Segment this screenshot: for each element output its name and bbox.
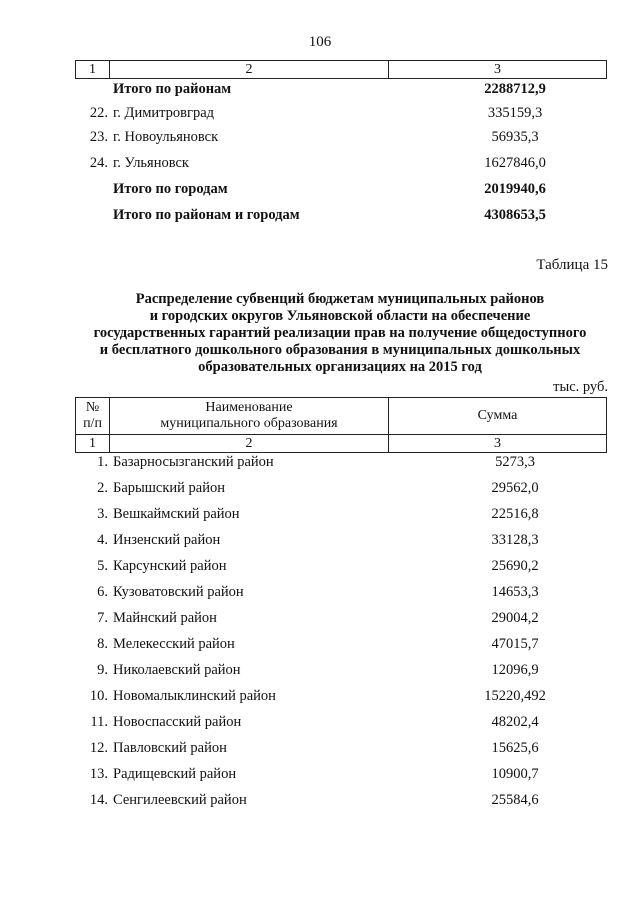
header-name-line1: Наименование	[205, 400, 293, 415]
row-value: 25584,6	[491, 792, 539, 808]
row-name: Кузоватовский район	[113, 584, 244, 600]
row-num: 13.	[89, 766, 108, 782]
row-value: 14653,3	[491, 584, 539, 600]
table-row	[75, 607, 605, 629]
row-num: 3.	[97, 506, 108, 522]
header-number	[76, 398, 110, 434]
row-num: 11.	[90, 714, 108, 730]
top-table-row	[75, 178, 605, 200]
title-line: и бесплатного дошкольного образования в муниципальных дошкольных	[99, 342, 581, 358]
row-value: 47015,7	[491, 636, 539, 652]
header-index-2: 2	[110, 435, 389, 452]
row-name: Карсунский район	[113, 558, 227, 574]
row-value: 5273,3	[495, 454, 535, 470]
table-row	[75, 737, 605, 759]
title-line: государственных гарантий реализации прав на получение общедоступного	[93, 325, 587, 341]
row-name: Майнский район	[113, 610, 217, 626]
table-row	[75, 763, 605, 785]
top-row-value: 56935,3	[491, 129, 539, 145]
top-header-col-1: 1	[76, 61, 110, 78]
row-value: 29562,0	[491, 480, 539, 496]
row-name: Инзенский район	[113, 532, 221, 548]
top-row-value: 4308653,5	[484, 207, 546, 223]
header-name-line2: муниципального образования	[160, 416, 338, 431]
row-value: 15625,6	[491, 740, 539, 756]
top-row-num: 22.	[89, 105, 108, 121]
row-num: 5.	[97, 558, 108, 574]
top-table-row	[75, 126, 605, 148]
row-num: 9.	[97, 662, 108, 678]
row-num: 8.	[97, 636, 108, 652]
top-table-header	[75, 60, 607, 79]
header-sum-label: Сумма	[477, 408, 518, 423]
row-name: Вешкаймский район	[113, 506, 240, 522]
header-index-1: 1	[76, 435, 110, 452]
table-row	[75, 477, 605, 499]
row-value: 33128,3	[491, 532, 539, 548]
top-row-name: Итого по районам	[113, 81, 232, 97]
header-index-3: 3	[494, 436, 501, 451]
header-name	[110, 398, 389, 434]
page-number: 106	[308, 34, 332, 50]
top-row-value: 2019940,6	[484, 181, 546, 197]
table-row	[75, 503, 605, 525]
table-row	[75, 633, 605, 655]
top-table-row	[75, 152, 605, 174]
table-row	[75, 529, 605, 551]
row-num: 12.	[89, 740, 108, 756]
row-name: Базарносызганский район	[113, 454, 274, 470]
row-name: Новомалыклинский район	[113, 688, 276, 704]
row-num: 6.	[97, 584, 108, 600]
top-header-col-2: 2	[110, 61, 389, 78]
top-row-value: 2288712,9	[484, 81, 546, 97]
row-num: 14.	[89, 792, 108, 808]
row-num: 4.	[97, 532, 108, 548]
row-value: 12096,9	[491, 662, 539, 678]
top-row-name: г. Новоульяновск	[113, 129, 219, 145]
header-sum	[389, 398, 606, 434]
row-name: Сенгилеевский район	[113, 792, 247, 808]
top-row-name: г. Димитровград	[113, 105, 215, 121]
row-name: Павловский район	[113, 740, 227, 756]
top-row-num: 23.	[89, 129, 108, 145]
unit-label: тыс. руб.	[553, 379, 608, 395]
table-title	[70, 291, 610, 376]
table-row	[75, 789, 605, 811]
row-num: 7.	[97, 610, 108, 626]
table-label: Таблица 15	[536, 257, 608, 273]
row-value: 22516,8	[491, 506, 539, 522]
title-line: образовательных организациях на 2015 год	[198, 359, 482, 375]
row-value: 48202,4	[491, 714, 539, 730]
top-row-name: г. Ульяновск	[113, 155, 189, 171]
row-name: Радищевский район	[113, 766, 237, 782]
row-value: 15220,492	[484, 688, 546, 704]
row-name: Мелекесский район	[113, 636, 235, 652]
top-row-name: Итого по городам	[113, 181, 228, 197]
row-num: 10.	[89, 688, 108, 704]
top-table-row	[75, 204, 605, 226]
top-header-col-3: 3	[494, 62, 501, 77]
row-name: Барышский район	[113, 480, 225, 496]
main-table-header	[75, 397, 607, 453]
row-value: 25690,2	[491, 558, 539, 574]
row-name: Новоспасский район	[113, 714, 242, 730]
table-row	[75, 555, 605, 577]
header-number-line2: п/п	[83, 416, 102, 431]
top-table-row	[75, 78, 605, 100]
row-value: 29004,2	[491, 610, 539, 626]
table-row	[75, 685, 605, 707]
row-value: 10900,7	[491, 766, 539, 782]
top-row-value: 335159,3	[487, 105, 543, 121]
header-number-line1: №	[85, 400, 100, 415]
row-num: 1.	[97, 454, 108, 470]
row-name: Николаевский район	[113, 662, 241, 678]
table-row	[75, 711, 605, 733]
top-row-value: 1627846,0	[484, 155, 546, 171]
table-row	[75, 581, 605, 603]
top-table-row	[75, 102, 605, 124]
row-num: 2.	[97, 480, 108, 496]
table-row	[75, 659, 605, 681]
title-line: Распределение субвенций бюджетам муниципальных районов	[135, 291, 545, 307]
table-row	[75, 451, 605, 473]
title-line: и городских округов Ульяновской области на обеспечение	[149, 308, 531, 324]
top-row-num: 24.	[89, 155, 108, 171]
top-row-name: Итого по районам и городам	[113, 207, 300, 223]
